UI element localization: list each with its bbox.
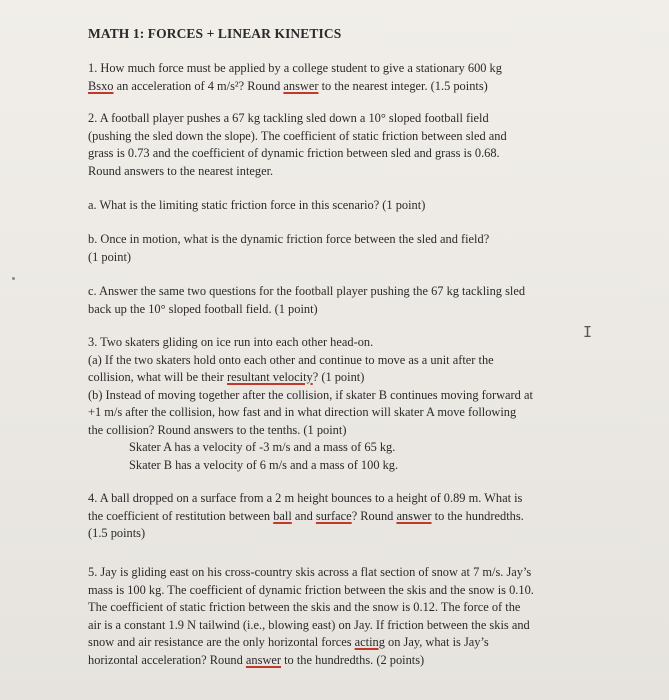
q3-line: +1 m/s after the collision, how fast and in what direction will skater A move following [88, 405, 517, 419]
flagged-word[interactable]: answer [283, 78, 319, 93]
q2c-line: back up the 10° sloped football field. (1 point) [88, 301, 318, 316]
q5-text: on Jay, what is Jay’s [384, 635, 489, 649]
question-5 [88, 564, 593, 669]
question-2c [88, 283, 593, 318]
flagged-word[interactable]: acting [354, 635, 385, 649]
q5-line [88, 652, 593, 670]
flagged-word[interactable]: ball [273, 508, 292, 523]
q4-line [88, 508, 593, 526]
question-2a [88, 197, 593, 215]
q2-line: Round answers to the nearest integer. [88, 163, 274, 178]
q5-text: to the hundredths. (2 points) [281, 652, 425, 667]
question-1 [88, 60, 593, 95]
q3-line: (b) Instead of moving together after the collision, if skater B continues moving forward at [88, 387, 533, 402]
page-title: MATH 1: FORCES + LINEAR KINETICS [88, 26, 342, 41]
q3-text: collision, what will be their [88, 370, 228, 384]
q5-text: snow and air resistance are the only horizontal forces [88, 635, 355, 649]
q5-line: mass is 100 kg. The coefficient of dynamic friction between the skis and the snow is 0.10. [88, 582, 534, 597]
q3-line: (a) If the two skaters hold onto each other and continue to move as a unit after the [88, 352, 494, 367]
flagged-word[interactable]: answer [396, 508, 432, 523]
q5-text: horizontal acceleration? Round [88, 652, 246, 667]
q4-text: the coefficient of restitution between [88, 508, 274, 523]
page-speck [12, 277, 15, 280]
q2a-line: a. What is the limiting static friction force in this scenario? (1 point) [88, 198, 426, 212]
q5-line: 5. Jay is gliding east on his cross-country skis across a flat section of snow at 7 m/s. Jay’s [88, 565, 532, 579]
skater-a-info: Skater A has a velocity of -3 m/s and a mass of 65 kg. [129, 440, 396, 454]
q3-text: ? (1 point) [312, 370, 365, 384]
q2-line: (pushing the sled down the slope). The coefficient of static friction between sled and [88, 128, 507, 143]
question-2 [88, 110, 593, 180]
misspelled-word[interactable]: Bsxo [88, 78, 114, 93]
q1-text: an acceleration of 4 m/s²? Round [113, 78, 284, 93]
q1-line: 1. How much force must be applied by a college student to give a stationary 600 kg [88, 61, 502, 75]
q3-line: 3. Two skaters gliding on ice run into each other head-on. [88, 335, 374, 349]
q2b-line: (1 point) [88, 249, 132, 264]
q4-line: 4. A ball dropped on a surface from a 2 m height bounces to a height of 0.89 m. What is [88, 491, 523, 505]
flagged-word[interactable]: surface [315, 508, 352, 523]
question-2b [88, 231, 593, 266]
q4-text: and [291, 508, 316, 523]
q4-text: ? Round [351, 508, 397, 523]
q2c-line: c. Answer the same two questions for the football player pushing the 67 kg tackling sled [88, 284, 526, 298]
q1-line [88, 78, 593, 96]
flagged-phrase[interactable]: resultant velocity [227, 370, 313, 384]
q2-line: grass is 0.73 and the coefficient of dynamic friction between sled and grass is 0.68. [88, 146, 500, 160]
q1-text: to the nearest integer. (1.5 points) [318, 78, 488, 93]
flagged-word[interactable]: answer [245, 652, 282, 667]
skater-b-info: Skater B has a velocity of 6 m/s and a mass of 100 kg. [129, 457, 399, 472]
question-3 [88, 334, 593, 474]
q4-text: to the hundredths. [431, 508, 524, 523]
q3-line: the collision? Round answers to the tenths. (1 point) [88, 422, 347, 437]
q3-line [88, 369, 593, 387]
q2b-line: b. Once in motion, what is the dynamic friction force between the sled and field? [88, 232, 490, 246]
question-4 [88, 490, 593, 543]
q5-line [88, 634, 593, 652]
q5-line: air is a constant 1.9 N tailwind (i.e., blowing east) on Jay. If friction between the skis and [88, 617, 530, 632]
q4-line: (1.5 points) [88, 526, 146, 540]
q5-line: The coefficient of static friction between the skis and the snow is 0.12. The force of the [88, 600, 521, 614]
q2-line: 2. A football player pushes a 67 kg tackling sled down a 10° sloped football field [88, 111, 489, 125]
text-cursor-icon: I [583, 323, 593, 341]
